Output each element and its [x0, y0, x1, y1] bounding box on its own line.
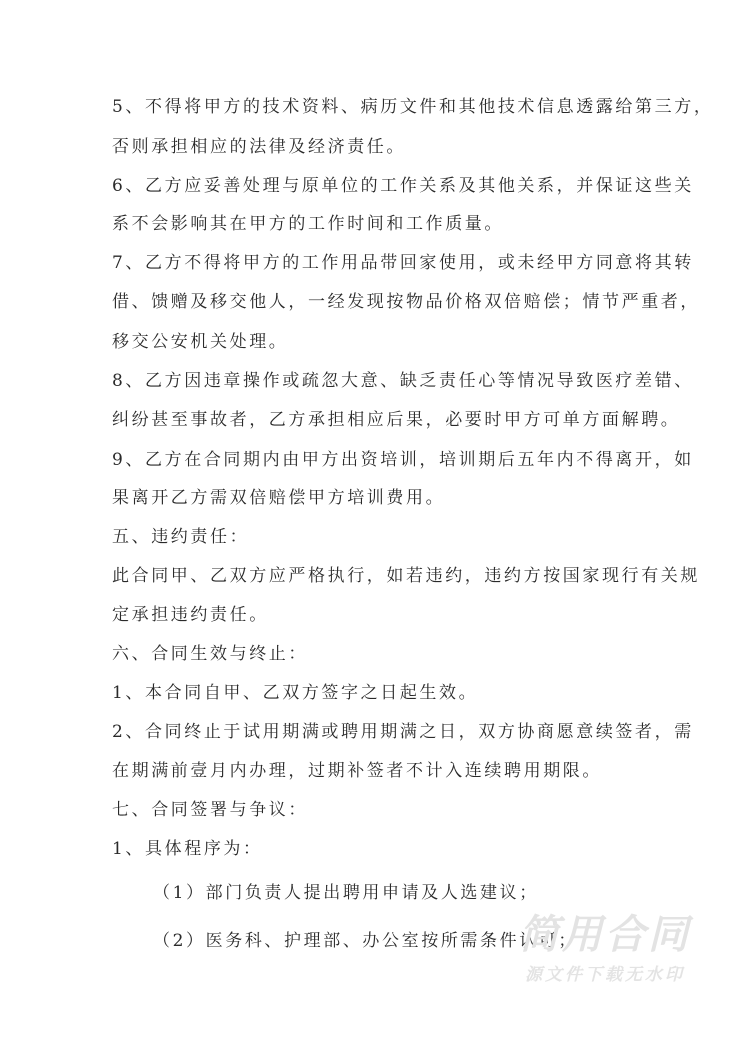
section-heading-signing-dispute: 七、合同签署与争议：	[112, 800, 308, 820]
procedure-step-1: （1）部门负责人提出聘用申请及人选建议；	[153, 883, 539, 903]
section-heading-breach: 五、违约责任：	[112, 527, 250, 547]
clause-7-line-2: 借、馈赠及移交他人，一经发现按物品价格双倍赔偿；情节严重者，	[112, 292, 700, 312]
signing-clause-1: 1、具体程序为：	[112, 839, 263, 859]
breach-text-line-1: 此合同甲、乙双方应严格执行，如若违约，违约方按国家现行有关规	[112, 566, 700, 586]
procedure-step-2: （2）医务科、护理部、办公室按所需条件认可；	[153, 931, 579, 951]
clause-8-line-1: 8、乙方因违章操作或疏忽大意、缺乏责任心等情况导致医疗差错、	[112, 371, 694, 391]
clause-6-line-2: 系不会影响其在甲方的工作时间和工作质量。	[112, 214, 504, 234]
section-heading-effect-termination: 六、合同生效与终止：	[112, 644, 308, 664]
clause-9-line-1: 9、乙方在合同期内由甲方出资培训，培训期后五年内不得离开，如	[112, 450, 694, 470]
clause-8-line-2: 纠纷甚至事故者，乙方承担相应后果，必要时甲方可单方面解聘。	[112, 410, 681, 430]
watermark-tagline: 源文件下载无水印	[525, 965, 685, 985]
clause-5-line-1: 5、不得将甲方的技术资料、病历文件和其他技术信息透露给第三方，	[112, 97, 714, 117]
clause-7-line-3: 移交公安机关处理。	[112, 332, 289, 352]
effect-clause-1: 1、本合同自甲、乙双方签字之日起生效。	[112, 683, 479, 703]
effect-clause-2-line-1: 2、合同终止于试用期满或聘用期满之日，双方协商愿意续签者，需	[112, 722, 694, 742]
watermark	[510, 912, 700, 986]
clause-7-line-1: 7、乙方不得将甲方的工作用品带回家使用，或未经甲方同意将其转	[112, 253, 694, 273]
breach-text-line-2: 定承担违约责任。	[112, 605, 269, 625]
effect-clause-2-line-2: 在期满前壹月内办理，过期补签者不计入连续聘用期限。	[112, 761, 602, 781]
watermark-brand: 简用合同	[519, 912, 691, 958]
clause-9-line-2: 果离开乙方需双倍赔偿甲方培训费用。	[112, 488, 446, 508]
clause-6-line-1: 6、乙方应妥善处理与原单位的工作关系及其他关系，并保证这些关	[112, 176, 694, 196]
clause-5-line-2: 否则承担相应的法律及经济责任。	[112, 137, 406, 157]
